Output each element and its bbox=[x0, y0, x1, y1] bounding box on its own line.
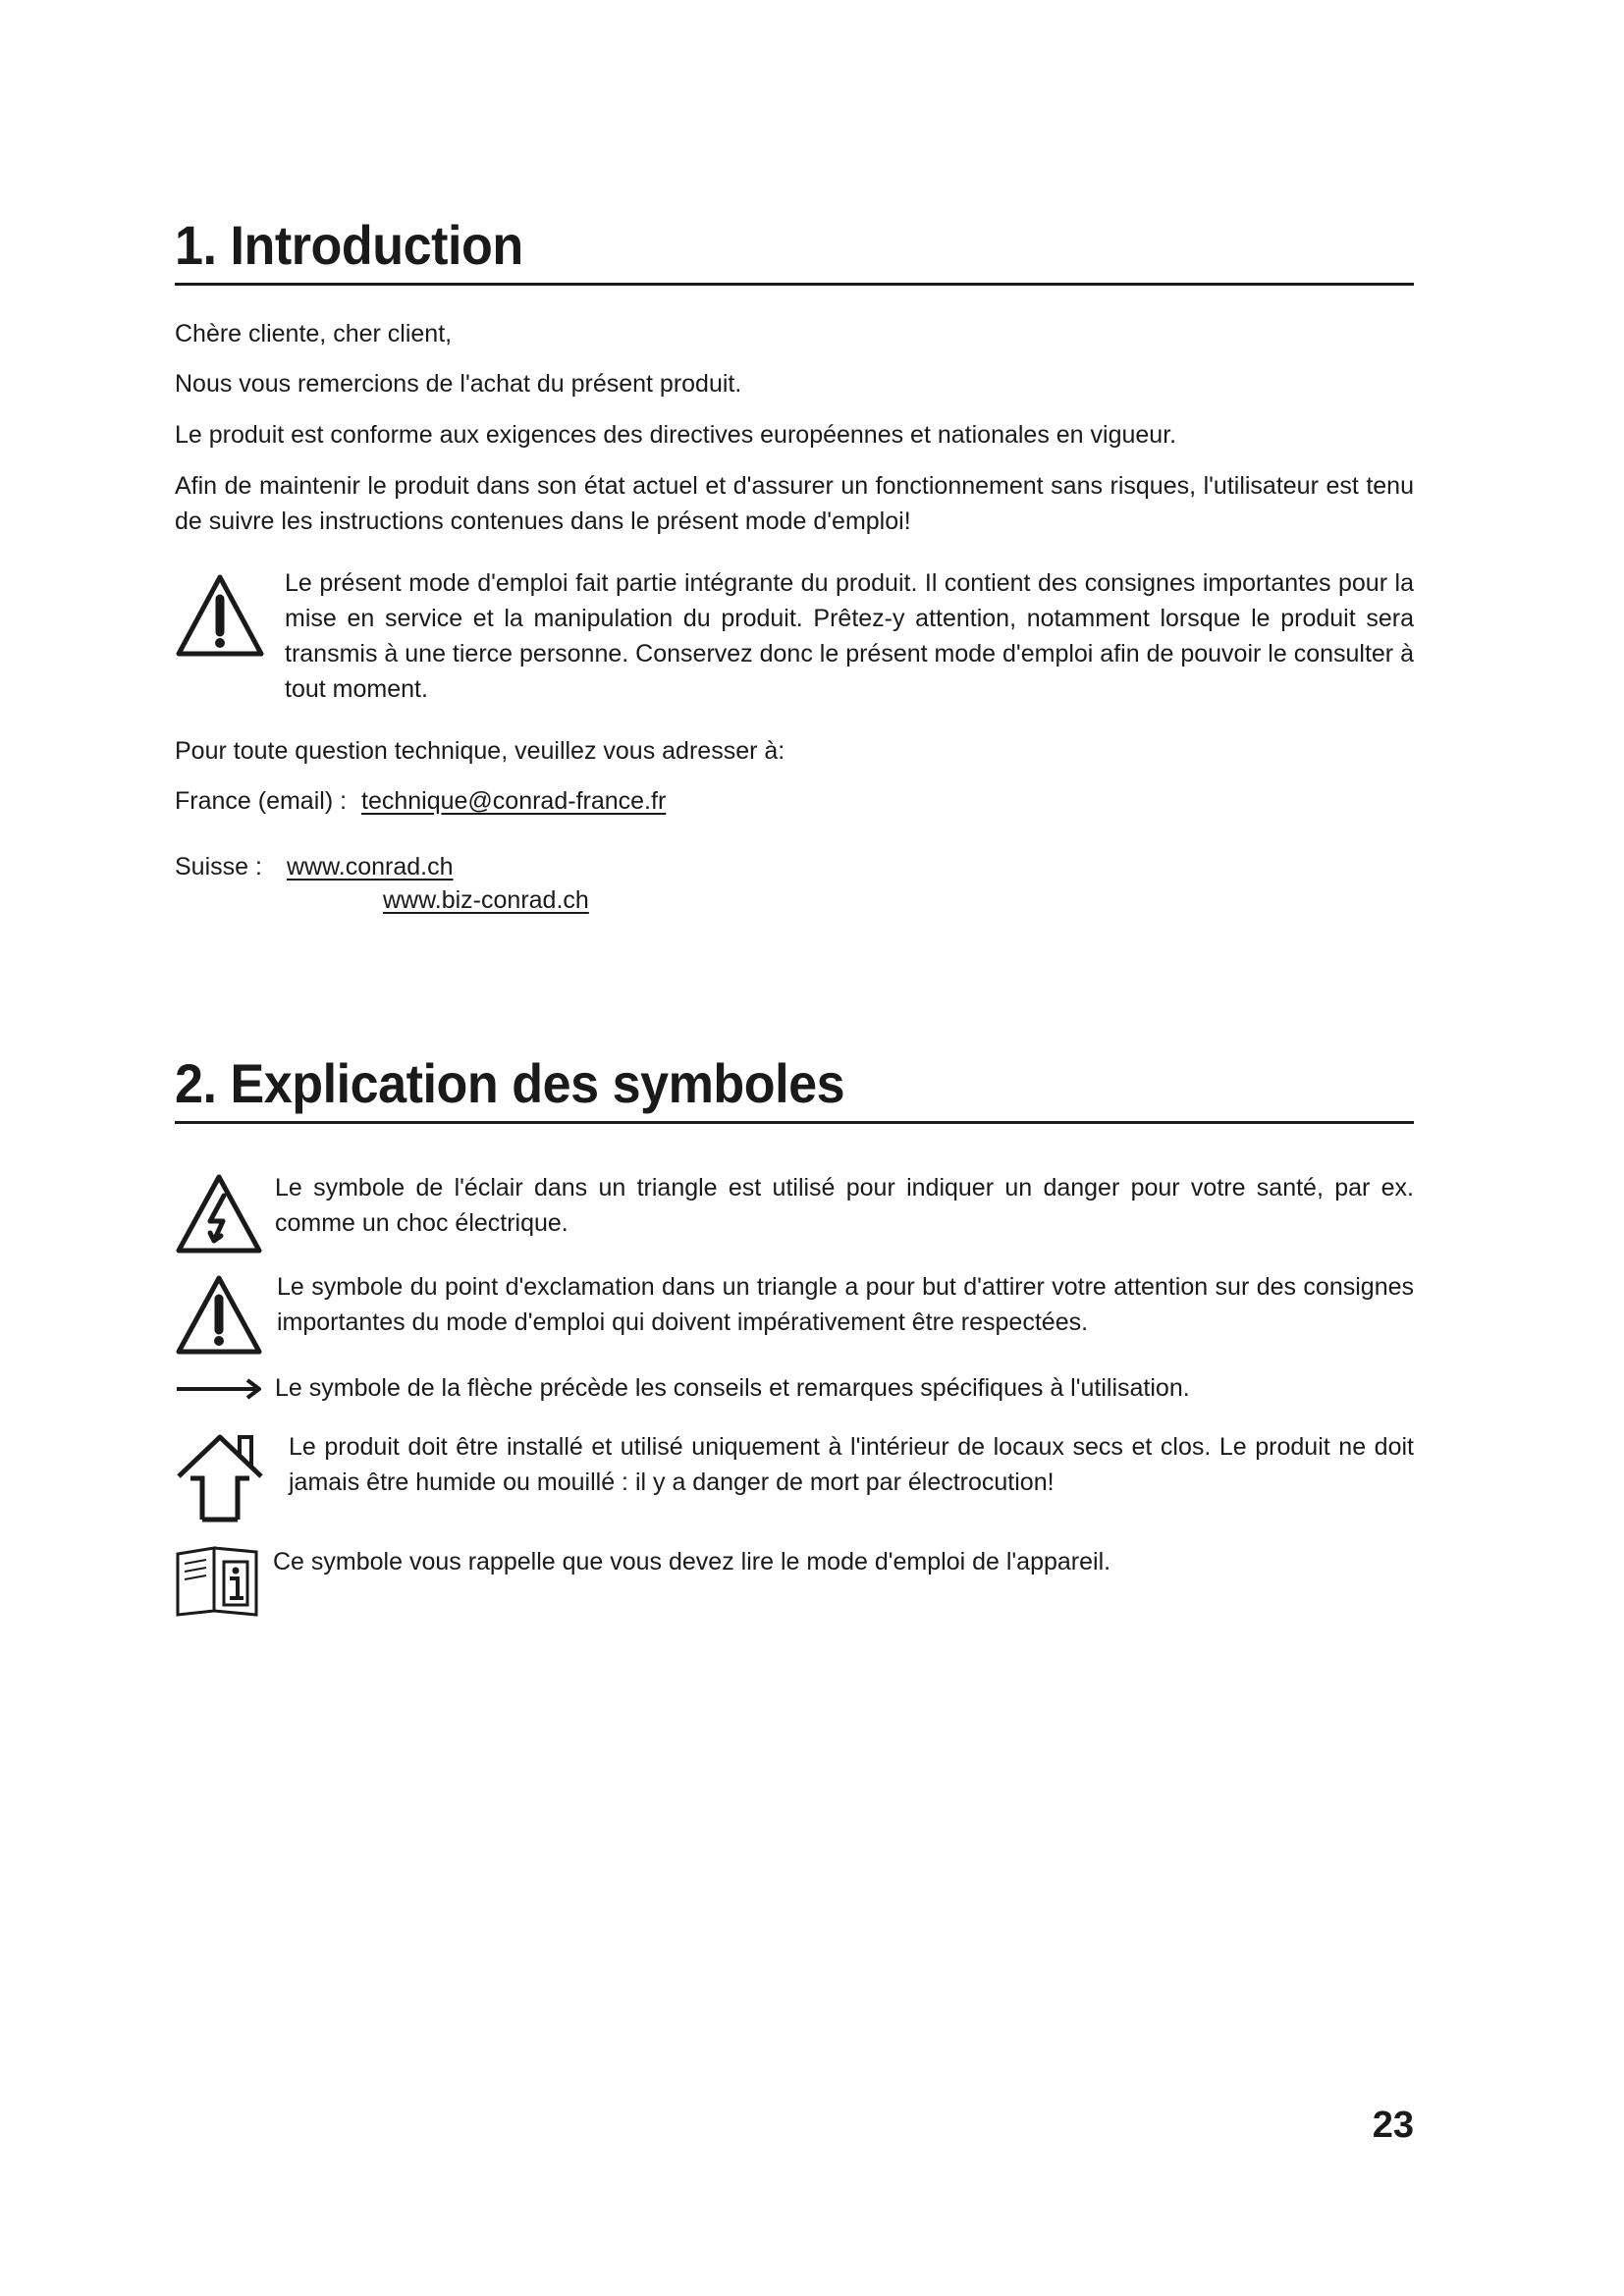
exclamation-triangle-icon bbox=[175, 571, 265, 662]
suisse-label: Suisse : bbox=[175, 853, 262, 881]
contact-france-line bbox=[175, 783, 1414, 819]
symbol-row bbox=[175, 1429, 1414, 1527]
arrow-right-icon bbox=[175, 1374, 263, 1404]
france-email-link[interactable]: technique@conrad-france.fr bbox=[361, 787, 667, 815]
symbol-row bbox=[175, 1170, 1414, 1258]
exclamation-triangle-icon bbox=[175, 1273, 263, 1358]
contact-suisse-line bbox=[175, 849, 1414, 884]
contact-suisse-line-2 bbox=[383, 882, 776, 918]
symbol-text: Le symbole de la flèche précède les conseils et remarques spécifiques à l'utilisation. bbox=[275, 1374, 1190, 1402]
symbol-row bbox=[175, 1269, 1414, 1358]
france-label: France (email) : bbox=[175, 787, 348, 815]
symbol-text: Le symbole de l'éclair dans un triangle est utilisé pour indiquer un danger pour votre santé, par ex. comme un choc électrique. bbox=[275, 1174, 1414, 1237]
warning-note-row bbox=[175, 565, 1414, 713]
section-title-symbols: 2. Explication des symboles bbox=[175, 1052, 845, 1114]
section-divider bbox=[175, 283, 1414, 286]
section-divider bbox=[175, 1121, 1414, 1124]
warning-note-text: Le présent mode d'emploi fait partie intégrante du produit. Il contient des consignes importantes pour la mise en service et la manipulation du produit. Prêtez-y attention, notamment lorsque le produit sera transmis à une tierce personne. Conservez donc le présent mode d'emploi afin de pouvoir le consulter à tout moment. bbox=[285, 569, 1414, 703]
suisse-link-conrad[interactable]: www.conrad.ch bbox=[287, 853, 454, 881]
manual-page bbox=[175, 0, 1414, 2296]
symbol-text: Le produit doit être installé et utilisé uniquement à l'intérieur de locaux secs et clos. Le produit ne doit jamais être humide ou mouillé : il y a danger de mort par électrocution! bbox=[289, 1433, 1414, 1496]
thanks-text: Nous vous remercions de l'achat du présent produit. bbox=[175, 370, 742, 398]
manual-info-icon bbox=[175, 1544, 259, 1617]
conformity-text: Le produit est conforme aux exigences des directives européennes et nationales en vigueur. bbox=[175, 421, 1177, 449]
symbol-row bbox=[175, 1370, 1414, 1410]
house-icon bbox=[175, 1429, 265, 1523]
suisse-link-biz-conrad[interactable]: www.biz-conrad.ch bbox=[383, 886, 589, 914]
lightning-triangle-icon bbox=[175, 1172, 263, 1256]
symbol-row bbox=[175, 1544, 1414, 1623]
page-number: 23 bbox=[1372, 2105, 1414, 2146]
symbol-text: Ce symbole vous rappelle que vous devez lire le mode d'emploi de l'appareil. bbox=[273, 1548, 1111, 1575]
greeting-text: Chère cliente, cher client, bbox=[175, 320, 453, 347]
contact-intro-text: Pour toute question technique, veuillez vous adresser à: bbox=[175, 737, 785, 765]
section-title-introduction: 1. Introduction bbox=[175, 214, 523, 276]
symbol-text: Le symbole du point d'exclamation dans un triangle a pour but d'attirer votre attention sur des consignes importantes du mode d'emploi qui doivent impérativement être respectées. bbox=[277, 1273, 1414, 1336]
instructions-text: Afin de maintenir le produit dans son état actuel et d'assurer un fonctionnement sans risques, l'utilisateur est tenu de suivre les instructions contenues dans le présent mode d'emploi! bbox=[175, 472, 1414, 535]
